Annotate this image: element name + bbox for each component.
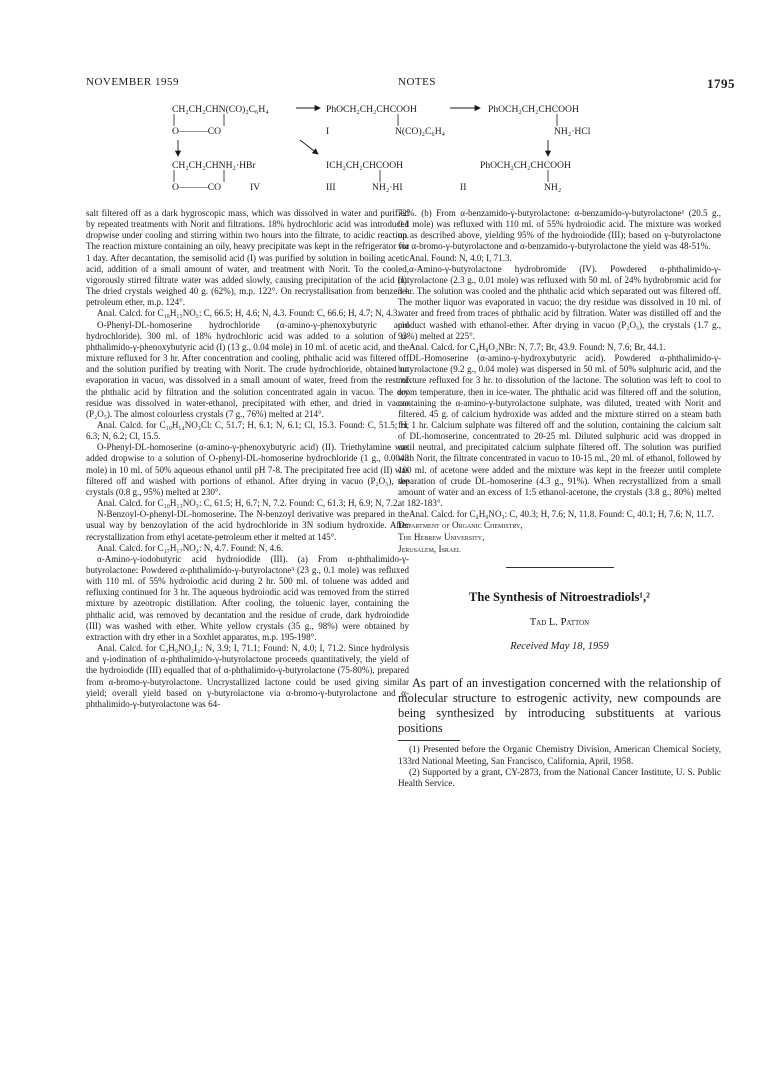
paragraph: Anal. Calcd. for C₄H₉NO₂I₂: N, 3.9; I, 71.1; Found: N, 4.0; I, 71.2. Since hydrolysis and γ-iodination of α-phthalimido-γ-butyrolactone proceeds quantitatively, the yield of the hydroiodide (III) equalled that of α-phthalimido-γ-butyrolactone (75-80%), prepared from α-bromo-γ-butyrolactone. Uncrystallized lactone could be used giving similar yield; overall yield based on γ-butyrolactone via α-bromo-γ-butyrolactone and α-phthalimido-γ-butyrolactone was 64- [86,643,409,709]
compound-IV-ring: O———CO [172,182,222,193]
compound-IV: CH₂CH₂CHNH₂·HBr [172,160,256,171]
paragraph: Anal. Calcd. for C₄H₈O₂NBr: N, 7.7; Br, 43.9. Found: N, 7.6; Br, 44.1. [409,341,666,352]
section-divider [506,567,614,568]
page-number: 1795 [707,76,735,91]
paragraph: Anal. Calcd. for C₁₇H₁₇NO₄: N, 4.7. Found: N, 4.6. [97,542,284,553]
paragraph: Anal. Calcd. for C₁₀H₁₄NO₃Cl: C, 51.7; H, 6.1; N, 6.1; Cl, 15.3. Found: C, 51.5; H, 6.3; N, 6.2; Cl, 15.5. [86,419,409,442]
article-title: The Synthesis of Nitroestradiols¹,² [469,590,650,605]
reaction-scheme [150,98,650,200]
paragraph: salt filtered off as a dark hygroscopic mass, which was dissolved in water and purified by repeated treatments with Norit and filtrations. 18% hydrochloric acid was introduced dropwise under cooling and stirring within two hours into the filtrate, to acidic reaction. The reaction mixture containing an oily, heavy precipitate was kept in the refrigerator for 1 day. After decantation, the semisolid acid (I) was purified by solution in boiling acetic acid, addition of a small amount of water, and treatment with Norit. To the cooled, vigorously stirred filtrate water was added slowly, causing precipitation of the acid (I). The dried crystals weighed 40 g. (62%), m.p. 122°. On recrystallisation from benzene-petroleum ether, m.p. 124°. [86,208,409,308]
address-line: Jerusalem, Israel [398,543,461,554]
compound-II-substituent: NH₂ [544,182,562,193]
paragraph: Anal. Calcd. for C₄H₉NO₃: C, 40.3; H, 7.6; N, 11.8. Found: C, 40.1; H, 7.6; N, 11.7. [409,509,714,520]
address-line: Department of Organic Chemistry, [398,520,523,531]
running-header-section: NOTES [398,76,436,88]
compound-II-label: II [460,182,467,193]
address-line: The Hebrew University, [398,531,485,542]
compound-III-label: III [326,182,336,193]
article-author: Tad L. Patton [529,617,590,629]
compound-1-ring: O———CO [172,126,222,137]
compound-II: PhOCH₂CH₂CHCOOH [480,160,571,171]
compound-1-chain: CH₂CH₂CHN(CO)₂C₆H₄ [172,104,269,115]
reaction-arrow [300,140,318,154]
left-column [86,208,409,710]
paragraph: Anal. Calcd. for C₁₈H₁₅NO₅: C, 66.5; H, 4.6; N, 4.3. Found: C, 66.6; H, 4.7; N, 4.3. [97,308,400,319]
compound-hydrochloride-substituent: NH₂·HCl [554,126,591,137]
paragraph: DL-Homoserine (α-amino-γ-hydroxybutyric acid). Powdered α-phthalimido-γ-butyrolactone (9.2 g., 0.04 mole) was dispersed in 50 ml. of 50% sulphuric acid, and the mixture refluxed for 3 hr. to dissolution of the lactone. The solution was left to cool to room temperature, then in ice-water. The phthalic acid was filtered off and the solution, containing the α-amino-γ-butyrolactone sulphate, was diluted, treated with Norit and filtered. 45 g. of calcium hydroxide was added and the mixture stirred on a steam bath for 1 hr. Calcium sulphate was filtered off and the solution, containing the calcium salt of DL-homoserine, concentrated to 20-25 ml. Diluted sulphuric acid was dropped in until neutral, and precipitated calcium sulphate filtered off. The solution was purified with Norit, the filtrate concentrated in vacuo to 10-15 ml., 20 ml. of ethanol, followed by 100 ml. of acetone were added and the mixture was kept in the freezer until complete separation of crude DL-homoserine (4.3 g., 91%). When recrystallized from a small amount of water and an excess of 1:5 ethanol-acetone, the crystals (3.8 g., 80%) melted at 182-183°. [398,353,721,509]
paragraph: N-Benzoyl-O-phenyl-DL-homoserine. The N-benzoyl derivative was prepared in the usual way by benzoylation of the acid hydrochloride in 3N sodium hydroxide. After recrystallization from ethyl acetate-petroleum ether it melted at 145°. [86,509,409,542]
compound-III-substituent: NH₂·HI [372,182,403,193]
running-header-date: NOVEMBER 1959 [86,76,179,88]
compound-hydrochloride: PhOCH₂CH₂CHCOOH [488,104,579,115]
paragraph: Anal. Found: N, 4.0; I, 71.3. [409,252,512,263]
affiliation-address [398,520,721,555]
paragraph: O-Phenyl-DL-homoserine hydrochloride (α-amino-γ-phenoxybutyric acid hydrochloride). 300 ml. of 18% hydrochloric acid was added to a solution of α-phthalimido-γ-phenoxybutyric acid (I) (13 g., 0.04 mole) in 10 ml. of acetic acid, and the mixture refluxed for 3 hr. After concentration and cooling, phthalic acid was filtered off and the solution purified by treating with Norit. The crude hydrochloride, obtained on evaporation in vacuo, was dissolved in a small amount of water, freed from the rest of the phthalic acid by filtration and the solution concentrated again in vacuo. The dry residue was dissolved in water-ethanol, precipitated with ether, and dried in vacuo (P₂O₅). The almost colourless crystals (7 g., 76%) melted at 214°. [86,319,409,419]
compound-IV-label: IV [250,182,261,193]
article-intro: As part of an investigation concerned with the relationship of molecular structure to estrogenic activity, new compounds are being synthesized by introducing substituents at various positions [398,675,721,736]
footnote-divider [398,740,460,741]
compound-III: ICH₂CH₂CHCOOH [326,160,404,171]
compound-I: PhOCH₂CH₂CHCOOH [326,104,417,115]
paragraph: 72%. (b) From α-benzamido-γ-butyrolactone: α-benzamido-γ-butyrolactone¹ (20.5 g., 0.1 mole) was refluxed with 110 ml. of 55% hydroiodic acid. The mixture was worked up as described above, yielding 95% of the hydroiodide (III); based on γ-butyrolactone via α-bromo-γ-butyrolactone and α-benzamido-γ-butyrolactone the yield was 48-51%. [398,208,721,252]
footnote: (2) Supported by a grant, CY-2873, from the National Cancer Institute, U. S. Public Health Service. [398,767,721,789]
paragraph: Anal. Calcd. for C₁₀H₁₃NO₃: C, 61.5; H, 6.7; N, 7.2. Found: C, 61.3; H, 6.9; N, 7.2. [97,498,400,509]
footnote: (1) Presented before the Organic Chemistry Division, American Chemical Society, 133rd National Meeting, San Francisco, California, April, 1958. [398,744,721,766]
received-date: Received May 18, 1959 [510,641,609,653]
compound-I-label: I [326,126,330,137]
right-column [398,208,721,790]
paragraph: α-Amino-γ-iodobutyric acid hydroiodide (III). (a) From α-phthalimido-γ-butyrolactone: Powdered α-phthalimido-γ-butyrolactone³ (23 g., 0.1 mole) was refluxed with 110 ml. of 55% hydroiodic acid during 2 hr. 500 ml. of toluene was added and refluxing continued for 3 hr. The aqueous hydroiodic acid was removed from the stirred mixture by azeotropic distillation. After cooling, the toluenic layer, containing the phthalic acid, was removed by decantation and the residue of crude, dark hydroiodide (III) was washed with ether. White yellow crystals (35 g., 98%) were obtained by extraction with dry ether in a Soxhlet apparatus, m.p. 195-198°. [86,553,409,642]
paragraph: α-Amino-γ-butyrolactone hydrobromide (IV). Powdered α-phthalimido-γ-butyrolactone (2.3 g., 0.01 mole) was refluxed with 50 ml. of 24% hydrobromic acid for 3 hr. The solution was cooled and the phthalic acid which separated out was filtered off. The mother liquor was evaporated in vacuo; the dry residue was dissolved in 10 ml. of water and freed from traces of phthalic acid by filtration. Water was distilled off and the product washed with ethanol-ether. After drying in vacuo (P₂O₅), the crystals (1.7 g., 93%) melted at 225°. [398,263,721,341]
paragraph: O-Phenyl-DL-homoserine (α-amino-γ-phenoxybutyric acid) (II). Triethylamine was added dropwise to a solution of O-phenyl-DL-homoserine hydrochloride (1 g., 0.0043 mole) in 10 ml. of 50% aqueous ethanol until pH 7-8. The precipitated free acid (II) was filtered off and washed with portions of ethanol. After drying in vacuo (P₂O₅), the crystals (0.8 g., 95%) melted at 230°. [86,442,409,497]
compound-I-substituent: N(CO)₂C₆H₄ [395,126,446,137]
